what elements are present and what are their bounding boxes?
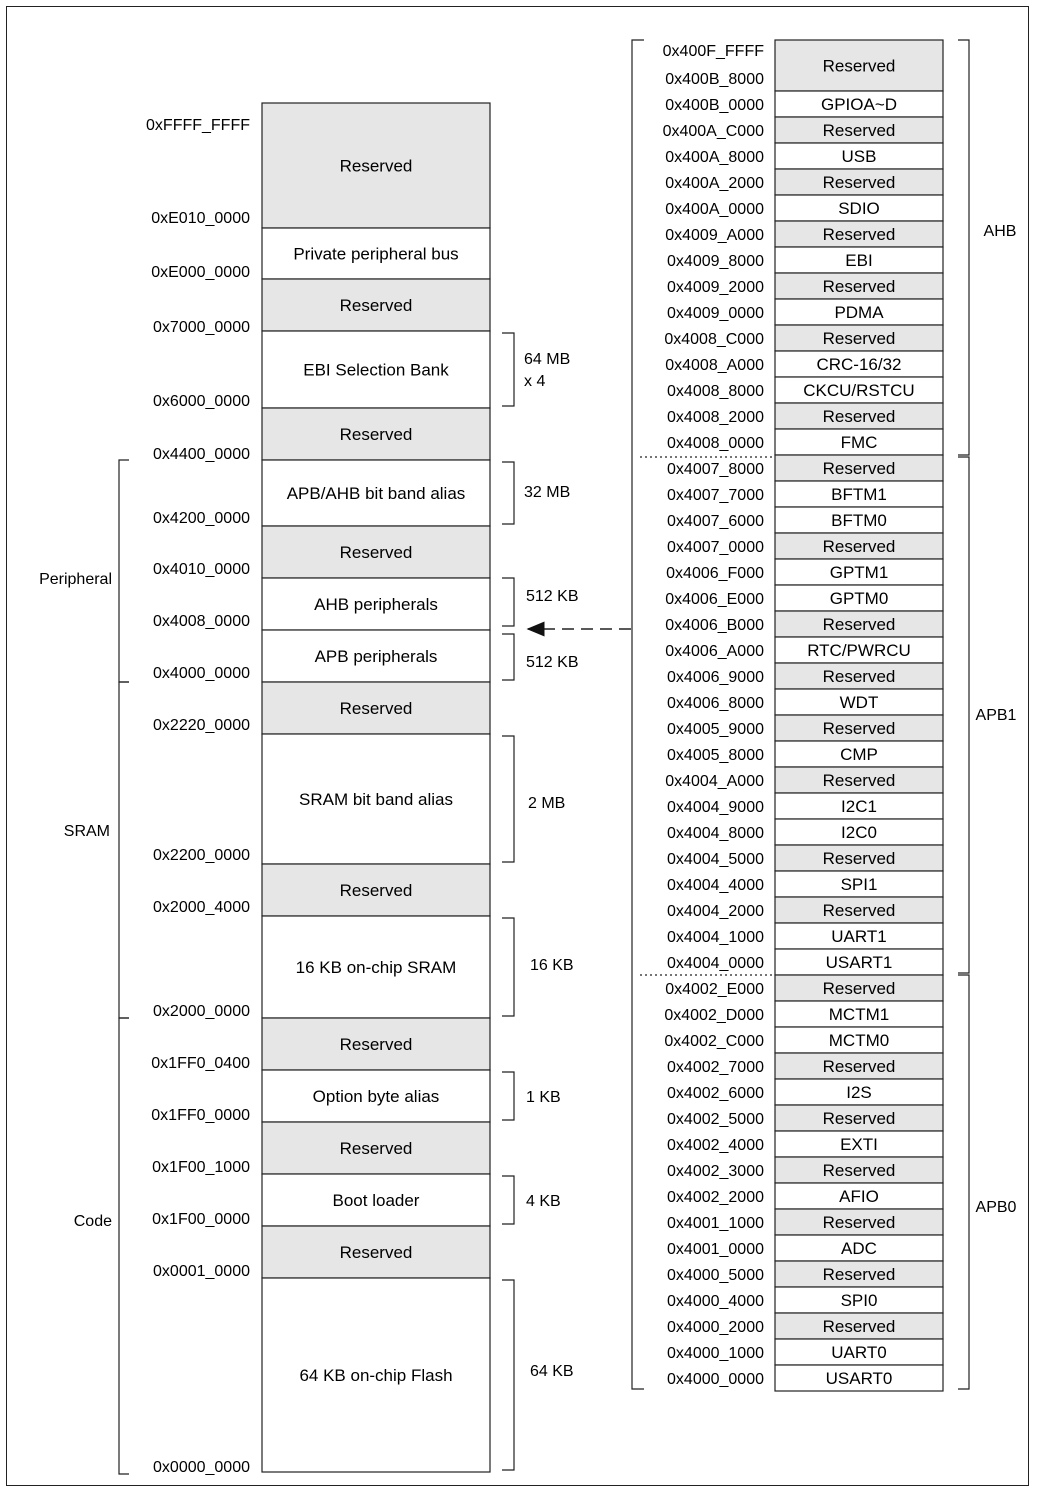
memory-block-label: APB peripherals	[314, 647, 438, 666]
size-bracket	[502, 1280, 514, 1470]
size-bracket	[502, 634, 514, 680]
peripheral-label: RTC/PWRCU	[807, 641, 911, 660]
peripheral-label: CKCU/RSTCU	[803, 381, 915, 400]
peripheral-label: ADC	[841, 1239, 877, 1258]
address-label: 0x2000_0000	[153, 1003, 250, 1020]
region-label: Code	[73, 1213, 112, 1230]
address-label: 0x4010_0000	[153, 561, 250, 578]
size-bracket	[502, 333, 514, 406]
memory-block-label: Reserved	[339, 296, 413, 315]
size-label: 2 MB	[528, 795, 566, 812]
memory-block-label: AHB peripherals	[314, 595, 438, 614]
address-label: 0x1FF0_0000	[151, 1107, 250, 1124]
memory-block-label: Reserved	[339, 1139, 413, 1158]
peripheral-address: 0x4000_2000	[667, 1319, 764, 1336]
peripheral-address: 0x4009_A000	[665, 227, 764, 244]
peripheral-address: 0x4007_6000	[667, 513, 764, 530]
peripheral-label: BFTM1	[831, 485, 887, 504]
peripheral-address: 0x4002_7000	[667, 1059, 764, 1076]
size-label: 512 KB	[526, 588, 579, 605]
peripheral-address: 0x4006_A000	[665, 643, 764, 660]
peripheral-address: 0x4000_0000	[667, 1371, 764, 1388]
peripheral-address: 0x400B_0000	[665, 97, 764, 114]
peripheral-address: 0x4008_2000	[667, 409, 764, 426]
bus-label: AHB	[983, 223, 1017, 240]
peripheral-address: 0x4000_4000	[667, 1293, 764, 1310]
peripheral-label: PDMA	[834, 303, 884, 322]
peripheral-label: Reserved	[822, 771, 896, 790]
peripheral-address: 0x4005_8000	[667, 747, 764, 764]
bus-label: APB1	[975, 707, 1017, 724]
region-label: Peripheral	[39, 571, 112, 588]
peripheral-label: I2S	[846, 1083, 872, 1102]
peripheral-label: USART1	[825, 953, 893, 972]
peripheral-address: 0x4007_0000	[667, 539, 764, 556]
peripheral-address: 0x4005_9000	[667, 721, 764, 738]
memory-block-label: APB/AHB bit band alias	[286, 484, 466, 503]
peripheral-address: 0x4000_5000	[667, 1267, 764, 1284]
memory-block-label: Reserved	[339, 425, 413, 444]
peripheral-address: 0x4002_4000	[667, 1137, 764, 1154]
memory-block-label: Reserved	[339, 156, 413, 176]
peripheral-address: 0x4008_A000	[665, 357, 764, 374]
peripheral-label: USART0	[825, 1369, 893, 1388]
peripheral-address: 0x4002_5000	[667, 1111, 764, 1128]
peripheral-address: 0x4007_8000	[667, 461, 764, 478]
peripheral-label: Reserved	[822, 849, 896, 868]
peripheral-address: 0x4002_2000	[667, 1189, 764, 1206]
peripheral-address: 0x4004_4000	[667, 877, 764, 894]
address-label: 0x2000_4000	[153, 899, 250, 916]
peripheral-address: 0x4006_8000	[667, 695, 764, 712]
size-label: 512 KB	[526, 654, 579, 671]
peripheral-label: BFTM0	[831, 511, 887, 530]
peripheral-label: SPI1	[840, 875, 878, 894]
region-bracket	[119, 460, 129, 682]
size-bracket	[502, 1176, 514, 1224]
peripheral-address: 0x400B_8000	[665, 71, 764, 88]
size-label: 1 KB	[526, 1089, 561, 1106]
peripheral-address: 0x4004_5000	[667, 851, 764, 868]
peripheral-label: EXTI	[840, 1135, 878, 1154]
peripheral-label: USB	[841, 147, 877, 166]
peripheral-label: Reserved	[822, 1265, 896, 1284]
peripheral-address: 0x4004_A000	[665, 773, 764, 790]
peripheral-label: Reserved	[822, 667, 896, 686]
size-label: 64 KB	[530, 1363, 574, 1380]
size-bracket	[502, 736, 514, 862]
size-label: 4 KB	[526, 1193, 561, 1210]
bus-bracket	[958, 975, 969, 1389]
memory-block-label: Option byte alias	[312, 1087, 440, 1106]
peripheral-address: 0x4001_0000	[667, 1241, 764, 1258]
address-label: 0x4400_0000	[153, 446, 250, 463]
peripheral-label: Reserved	[822, 173, 896, 192]
peripheral-label: UART1	[831, 927, 887, 946]
peripheral-address: 0x4009_8000	[667, 253, 764, 270]
peripheral-label: MCTM1	[828, 1005, 890, 1024]
region-bracket	[119, 682, 129, 1018]
bus-bracket	[958, 40, 969, 455]
address-label: 0x4008_0000	[153, 613, 250, 630]
peripheral-label: SPI0	[840, 1291, 878, 1310]
peripheral-address: 0x400A_2000	[665, 175, 764, 192]
peripheral-label: Reserved	[822, 719, 896, 738]
peripheral-label: WDT	[839, 693, 879, 712]
bus-label: APB0	[975, 1199, 1017, 1216]
peripheral-address: 0x4006_B000	[665, 617, 764, 634]
peripheral-address: 0x4002_D000	[664, 1007, 764, 1024]
peripheral-label: CRC-16/32	[816, 355, 902, 374]
peripheral-address: 0x4004_2000	[667, 903, 764, 920]
peripheral-address: 0x4004_1000	[667, 929, 764, 946]
address-label: 0xFFFF_FFFF	[146, 117, 250, 134]
peripheral-address: 0x4000_1000	[667, 1345, 764, 1362]
peripheral-address: 0x400F_FFFF	[662, 43, 764, 60]
peripheral-label: EBI	[845, 251, 873, 270]
size-bracket	[502, 578, 514, 626]
memory-block-label: Private peripheral bus	[293, 244, 459, 264]
peripheral-label: I2C0	[841, 823, 877, 842]
memory-block-label: Reserved	[339, 699, 413, 718]
memory-block-label: 16 KB on-chip SRAM	[295, 958, 457, 977]
peripheral-address: 0x4009_2000	[667, 279, 764, 296]
peripheral-label: Reserved	[822, 537, 896, 556]
memory-block-label: Reserved	[339, 543, 413, 562]
region-label: SRAM	[63, 823, 110, 840]
peripheral-label: Reserved	[822, 459, 896, 478]
memory-block-label: SRAM bit band alias	[298, 790, 454, 809]
size-bracket	[502, 1072, 514, 1120]
peripheral-address: 0x4002_E000	[665, 981, 764, 998]
peripheral-label: I2C1	[841, 797, 877, 816]
peripheral-address: 0x4008_8000	[667, 383, 764, 400]
address-label: 0x1F00_0000	[152, 1211, 250, 1228]
address-label: 0xE000_0000	[151, 264, 250, 281]
size-label: 32 MB	[524, 484, 571, 501]
peripheral-address: 0x4004_0000	[667, 955, 764, 972]
address-label: 0x0001_0000	[153, 1263, 250, 1280]
peripheral-label: Reserved	[822, 1161, 896, 1180]
memory-block-label: Boot loader	[332, 1191, 420, 1210]
memory-block-label: Reserved	[339, 1035, 413, 1054]
peripheral-address: 0x4006_9000	[667, 669, 764, 686]
peripheral-range-bracket	[632, 40, 644, 1389]
peripheral-label: Reserved	[822, 407, 896, 426]
address-label: 0x6000_0000	[153, 393, 250, 410]
peripheral-label: Reserved	[822, 1213, 896, 1232]
size-label: x 4	[524, 373, 546, 390]
peripheral-label: Reserved	[822, 56, 896, 76]
peripheral-address: 0x4002_C000	[664, 1033, 764, 1050]
memory-block-label: EBI Selection Bank	[303, 360, 449, 380]
peripheral-address: 0x4001_1000	[667, 1215, 764, 1232]
address-label: 0x0000_0000	[153, 1459, 250, 1476]
address-label: 0x4000_0000	[153, 665, 250, 682]
peripheral-label: Reserved	[822, 225, 896, 244]
peripheral-label: GPIOA~D	[820, 95, 898, 114]
address-label: 0xE010_0000	[151, 210, 250, 227]
peripheral-label: MCTM0	[828, 1031, 890, 1050]
peripheral-address: 0x4009_0000	[667, 305, 764, 322]
peripheral-label: SDIO	[838, 199, 880, 218]
peripheral-address: 0x4008_0000	[667, 435, 764, 452]
peripheral-address: 0x4002_3000	[667, 1163, 764, 1180]
address-label: 0x1FF0_0400	[151, 1055, 250, 1072]
peripheral-address: 0x400A_8000	[665, 149, 764, 166]
bus-bracket	[958, 457, 969, 973]
address-label: 0x7000_0000	[153, 319, 250, 336]
peripheral-label: AFIO	[839, 1187, 879, 1206]
size-label: 16 KB	[530, 957, 574, 974]
size-bracket	[502, 918, 514, 1016]
peripheral-address: 0x4004_8000	[667, 825, 764, 842]
address-label: 0x1F00_1000	[152, 1159, 250, 1176]
memory-block-label: Reserved	[339, 1243, 413, 1262]
peripheral-label: Reserved	[822, 615, 896, 634]
peripheral-address: 0x4002_6000	[667, 1085, 764, 1102]
peripheral-label: CMP	[840, 745, 878, 764]
peripheral-address: 0x4006_F000	[666, 565, 764, 582]
peripheral-label: Reserved	[822, 901, 896, 920]
peripheral-label: GPTM1	[829, 563, 889, 582]
peripheral-label: Reserved	[822, 277, 896, 296]
region-bracket	[119, 1018, 129, 1474]
peripheral-label: UART0	[831, 1343, 887, 1362]
peripheral-address: 0x400A_0000	[665, 201, 764, 218]
peripheral-address: 0x4007_7000	[667, 487, 764, 504]
size-label: 64 MB	[524, 351, 571, 368]
memory-block-label: Reserved	[339, 881, 413, 900]
address-label: 0x2200_0000	[153, 847, 250, 864]
address-label: 0x4200_0000	[153, 510, 250, 527]
peripheral-label: Reserved	[822, 1057, 896, 1076]
size-bracket	[502, 462, 514, 524]
peripheral-label: GPTM0	[829, 589, 889, 608]
peripheral-address: 0x4004_9000	[667, 799, 764, 816]
address-label: 0x2220_0000	[153, 717, 250, 734]
peripheral-label: FMC	[840, 433, 878, 452]
peripheral-label: Reserved	[822, 979, 896, 998]
peripheral-label: Reserved	[822, 121, 896, 140]
peripheral-label: Reserved	[822, 1317, 896, 1336]
peripheral-address: 0x4008_C000	[664, 331, 764, 348]
peripheral-label: Reserved	[822, 1109, 896, 1128]
memory-block-label: 64 KB on-chip Flash	[299, 1366, 453, 1385]
peripheral-address: 0x4006_E000	[665, 591, 764, 608]
peripheral-label: Reserved	[822, 329, 896, 348]
peripheral-address: 0x400A_C000	[662, 123, 764, 140]
